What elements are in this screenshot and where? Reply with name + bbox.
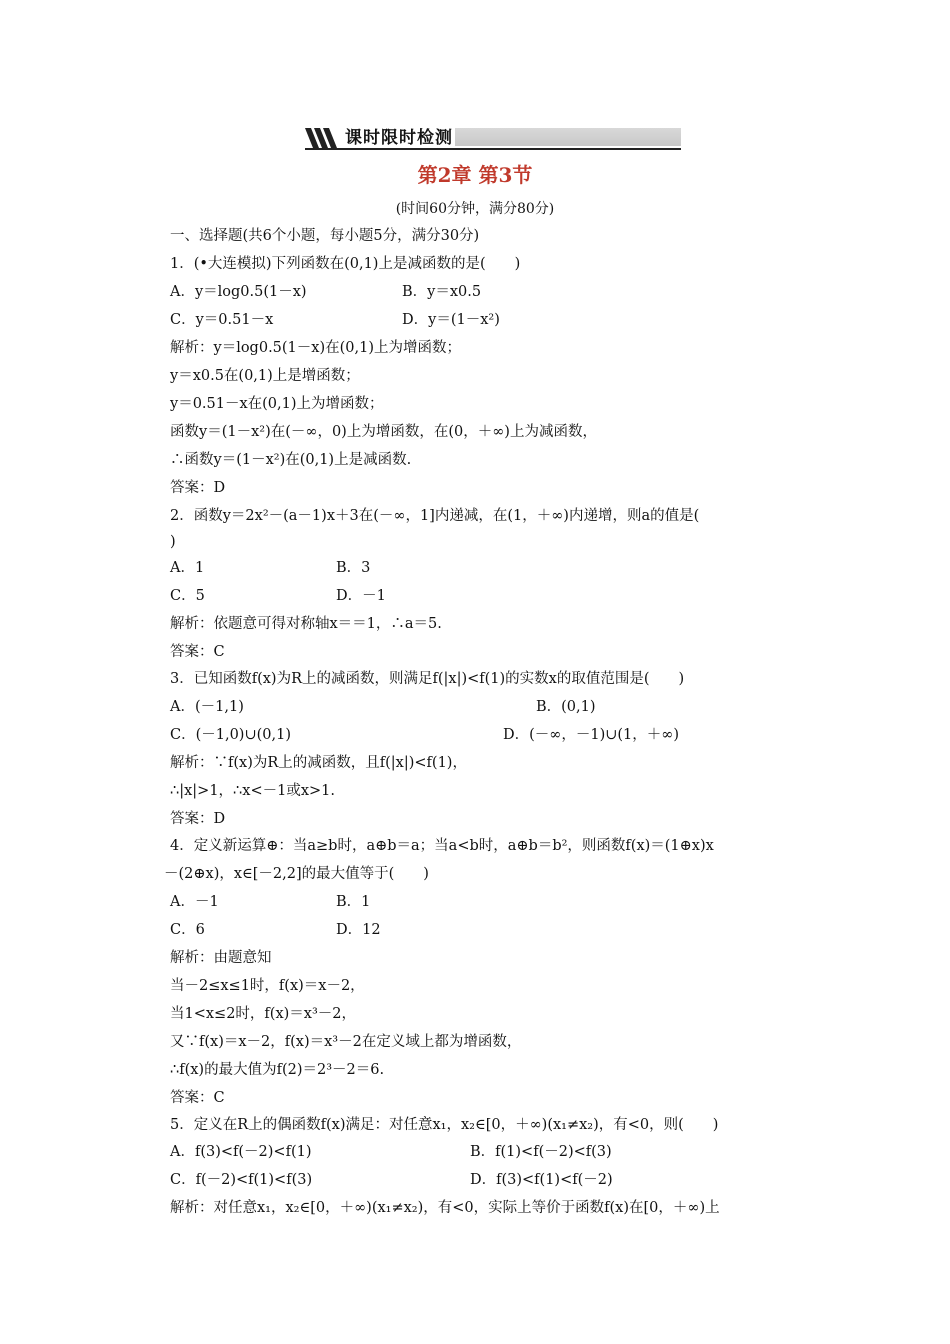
q2-stem: 2．函数y＝2x²－(a－1)x＋3在(－∞，1]内递减，在(1，＋∞)内递增，则a的值是( xyxy=(170,508,700,524)
q5-option-d: D．f(3)<f(1)<f(－2) xyxy=(470,1172,613,1188)
q2-option-a: A．1 xyxy=(170,560,205,576)
q1-stem: 1．(•大连模拟)下列函数在(0,1)上是减函数的是( ) xyxy=(170,256,521,272)
banner-stripes-icon xyxy=(305,126,341,150)
q5-stem: 5．定义在R上的偶函数f(x)满足：对任意x₁，x₂∈[0，＋∞)(x₁≠x₂)，有<0，则( ) xyxy=(170,1117,719,1133)
q1-answer: 答案：D xyxy=(170,480,226,496)
q4-analysis-line: 又∵f(x)＝x－2，f(x)＝x³－2在定义域上都为增函数， xyxy=(170,1034,522,1050)
q2-option-b: B．3 xyxy=(336,560,371,576)
q4-analysis-line: 解析：由题意知 xyxy=(170,950,272,966)
q5-option-c: C．f(－2)<f(1)<f(3) xyxy=(170,1172,313,1188)
banner-rule xyxy=(305,148,681,150)
chapter-title: 第2章 第3节 xyxy=(417,163,533,187)
q4-option-b: B．1 xyxy=(336,894,371,910)
q5-option-a: A．f(3)<f(－2)<f(1) xyxy=(170,1144,312,1160)
q1-option-b: B．y＝x0.5 xyxy=(402,284,482,300)
q2-stem-cont: ) xyxy=(170,534,176,550)
q1-analysis-line: 解析：y＝log0.5(1－x)在(0,1)上为增函数； xyxy=(170,340,461,356)
q3-option-a: A．(－1,1) xyxy=(170,699,244,715)
q4-analysis-line: 当1<x≤2时，f(x)＝x³－2， xyxy=(170,1006,357,1022)
q2-analysis: 解析：依题意可得对称轴x＝＝1，∴a＝5. xyxy=(170,616,442,632)
section-banner xyxy=(305,126,681,150)
banner-bar xyxy=(455,128,681,146)
q4-analysis-line: ∴f(x)的最大值为f(2)＝2³－2＝6. xyxy=(170,1062,385,1078)
q1-analysis-line: y＝0.51－x在(0,1)上为增函数； xyxy=(170,396,384,412)
q1-option-c: C．y＝0.51－x xyxy=(170,312,274,328)
q3-analysis-line: ∴|x|>1，∴x<－1或x>1. xyxy=(170,783,335,799)
q4-option-a: A．－1 xyxy=(170,894,219,910)
q4-option-d: D．12 xyxy=(336,922,381,938)
q3-option-d: D．(－∞，－1)∪(1，＋∞) xyxy=(503,727,680,743)
q4-option-c: C．6 xyxy=(170,922,205,938)
q2-answer: 答案：C xyxy=(170,644,225,660)
q2-option-d: D．－1 xyxy=(336,588,386,604)
q3-answer: 答案：D xyxy=(170,811,226,827)
exam-meta: (时间60分钟，满分80分) xyxy=(395,201,555,217)
q4-answer: 答案：C xyxy=(170,1090,225,1106)
q4-analysis-line: 当－2≤x≤1时，f(x)＝x－2， xyxy=(170,978,365,994)
q2-option-c: C．5 xyxy=(170,588,205,604)
q3-option-b: B．(0,1) xyxy=(536,699,596,715)
q3-analysis-line: 解析：∵f(x)为R上的减函数，且f(|x|)<f(1)， xyxy=(170,755,467,771)
q1-analysis-line: 函数y＝(1－x²)在(－∞，0)上为增函数，在(0，＋∞)上为减函数， xyxy=(170,424,597,440)
section-title: 一、选择题(共6个小题，每小题5分，满分30分) xyxy=(170,228,480,244)
q4-stem: 4．定义新运算⊕：当a≥b时，a⊕b＝a；当a<b时，a⊕b＝b²，则函数f(x)＝(1⊕x)x xyxy=(170,838,714,854)
q3-stem: 3．已知函数f(x)为R上的减函数，则满足f(|x|)<f(1)的实数x的取值范围是( ) xyxy=(170,671,685,687)
q5-option-b: B．f(1)<f(－2)<f(3) xyxy=(470,1144,612,1160)
q1-option-d: D．y＝(1－x²) xyxy=(402,312,500,328)
q5-analysis: 解析：对任意x₁，x₂∈[0，＋∞)(x₁≠x₂)，有<0，实际上等价于函数f(x)在[0，＋∞)上 xyxy=(170,1200,720,1216)
q3-option-c: C．(－1,0)∪(0,1) xyxy=(170,727,291,743)
q1-option-a: A．y＝log0.5(1－x) xyxy=(170,284,307,300)
q1-analysis-line: y＝x0.5在(0,1)上是增函数； xyxy=(170,368,360,384)
banner-title: 课时限时检测 xyxy=(345,128,453,148)
q1-analysis-line: ∴函数y＝(1－x²)在(0,1)上是减函数. xyxy=(170,452,412,468)
q4-stem-cont: －(2⊕x)，x∈[－2,2]的最大值等于( ) xyxy=(164,866,429,882)
